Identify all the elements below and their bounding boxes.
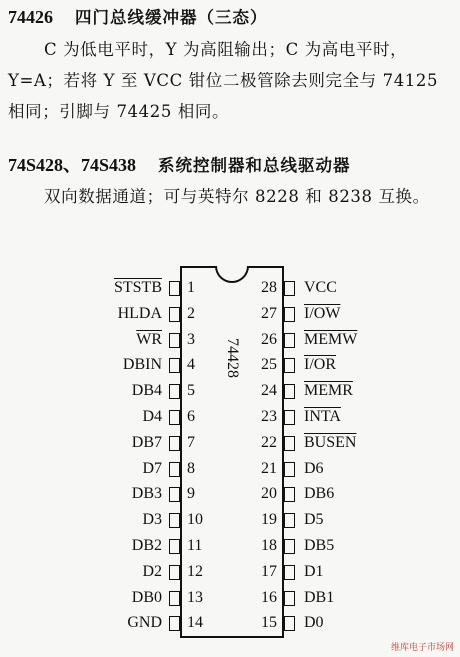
pin-13-lead xyxy=(169,591,180,606)
pin-9-number: 9 xyxy=(187,485,195,503)
section2-title: 系统控制器和总线驱动器 xyxy=(158,156,351,175)
pin-9-lead xyxy=(169,487,180,502)
pin-22-number: 22 xyxy=(261,433,277,451)
pin-18-name: DB5 xyxy=(304,537,335,554)
pin-2-number: 2 xyxy=(187,304,195,322)
pin-19-number: 19 xyxy=(261,511,277,529)
pin-18-lead xyxy=(284,539,295,554)
pin-10-lead xyxy=(169,513,180,528)
pin-11-name: DB2 xyxy=(131,537,162,554)
pin-7-number: 7 xyxy=(187,433,195,451)
pin-6-lead xyxy=(169,410,180,425)
chip-part-number: 74428 xyxy=(224,338,241,378)
pin-23-name: INTA xyxy=(304,408,341,425)
section1-code: 74426 xyxy=(8,7,53,27)
section1-heading xyxy=(8,4,268,28)
pin-18-number: 18 xyxy=(261,537,277,554)
pin-13-name: DB0 xyxy=(131,588,162,606)
pin-13-number: 13 xyxy=(187,588,203,606)
pin-28-lead xyxy=(284,281,295,296)
pin-24-name: MEMR xyxy=(304,382,353,400)
pin-23-number: 23 xyxy=(261,408,277,425)
pin-15-number: 15 xyxy=(261,614,277,632)
pin-10-name: D3 xyxy=(142,511,162,529)
pin-28-name: VCC xyxy=(304,279,337,296)
pin-2-lead xyxy=(169,307,180,322)
pin-7-name: DB7 xyxy=(131,433,162,451)
pin-5-name: DB4 xyxy=(131,382,162,400)
pin-4-lead xyxy=(169,358,180,373)
pin-12-name: D2 xyxy=(142,562,162,580)
pin-16-lead xyxy=(284,591,295,606)
pin-28-number: 28 xyxy=(261,279,277,296)
pin-11-number: 11 xyxy=(187,537,203,554)
pin-3-number: 3 xyxy=(187,330,195,348)
pin-19-name: D5 xyxy=(304,511,324,529)
pin-3-lead xyxy=(169,333,180,348)
pin-15-name: D0 xyxy=(304,614,324,632)
section1-title: 四门总线缓冲器（三态） xyxy=(75,8,268,27)
pin-9-name: DB3 xyxy=(131,485,162,503)
pin-21-name: D6 xyxy=(304,459,324,477)
chip-notch xyxy=(215,266,249,283)
pin-12-number: 12 xyxy=(187,562,203,580)
section1-paragraph: C 为低电平时，Y 为高阻输出；C 为高电平时，Y=A；若将 Y 至 VCC 钳位二极管除去则完全与 74125 相同；引脚与 74425 相同。 xyxy=(8,40,439,121)
pin-3-name: $\overline{WR}$ xyxy=(136,330,162,348)
pin-27-number: 27 xyxy=(261,304,277,322)
pin-14-name: GND xyxy=(127,614,162,632)
pin-4-name: DBIN xyxy=(122,356,162,374)
pin-2-name: HLDA xyxy=(117,304,162,322)
pin-23-lead xyxy=(284,410,295,425)
pin-17-number: 17 xyxy=(261,562,277,580)
pin-8-name: D7 xyxy=(142,459,162,477)
pin-21-lead xyxy=(284,462,295,477)
section2-code: 74S428、74S438 xyxy=(8,155,137,175)
pin-25-name: I/OR xyxy=(304,356,336,374)
pin-26-number: 26 xyxy=(261,330,277,348)
section2-paragraph: 双向数据通道；可与英特尔 8228 和 8238 互换。 xyxy=(44,187,430,206)
pin-5-lead xyxy=(169,384,180,399)
pin-25-number: 25 xyxy=(261,356,277,374)
section2-heading xyxy=(8,151,351,177)
pin-19-lead xyxy=(284,513,295,528)
pin-21-number: 21 xyxy=(261,459,277,477)
pin-15-lead xyxy=(284,616,295,631)
pin-10-number: 10 xyxy=(187,511,203,529)
pin-25-lead xyxy=(284,358,295,373)
watermark: 维库电子市场网 xyxy=(390,643,454,653)
pin-8-number: 8 xyxy=(187,459,195,477)
pin-5-number: 5 xyxy=(187,382,195,400)
pin-26-lead xyxy=(284,333,295,348)
pin-24-number: 24 xyxy=(261,382,277,400)
pin-20-number: 20 xyxy=(261,485,277,503)
pin-20-name: DB6 xyxy=(304,485,335,503)
pin-26-name: MEMW xyxy=(304,330,358,348)
pin-27-lead xyxy=(284,307,295,322)
pin-20-lead xyxy=(284,487,295,502)
pin-1-number: 1 xyxy=(187,279,195,296)
pin-11-lead xyxy=(169,539,180,554)
pin-22-name: BUSEN xyxy=(304,433,357,451)
pin-22-lead xyxy=(284,436,295,451)
pin-1-lead xyxy=(169,281,180,296)
pin-17-lead xyxy=(284,565,295,580)
pin-17-name: D1 xyxy=(304,562,324,580)
pin-27-name: I/OW xyxy=(304,304,341,322)
pin-7-lead xyxy=(169,436,180,451)
pin-14-lead xyxy=(169,616,180,631)
pin-8-lead xyxy=(169,462,180,477)
pin-6-name: D4 xyxy=(142,408,162,425)
pin-4-number: 4 xyxy=(187,356,195,374)
pin-14-number: 14 xyxy=(187,614,203,632)
pin-24-lead xyxy=(284,384,295,399)
pin-12-lead xyxy=(169,565,180,580)
pin-16-name: DB1 xyxy=(304,588,335,606)
pin-6-number: 6 xyxy=(187,408,195,425)
pin-1-name: STSTB xyxy=(113,279,162,296)
pin-16-number: 16 xyxy=(261,588,277,606)
